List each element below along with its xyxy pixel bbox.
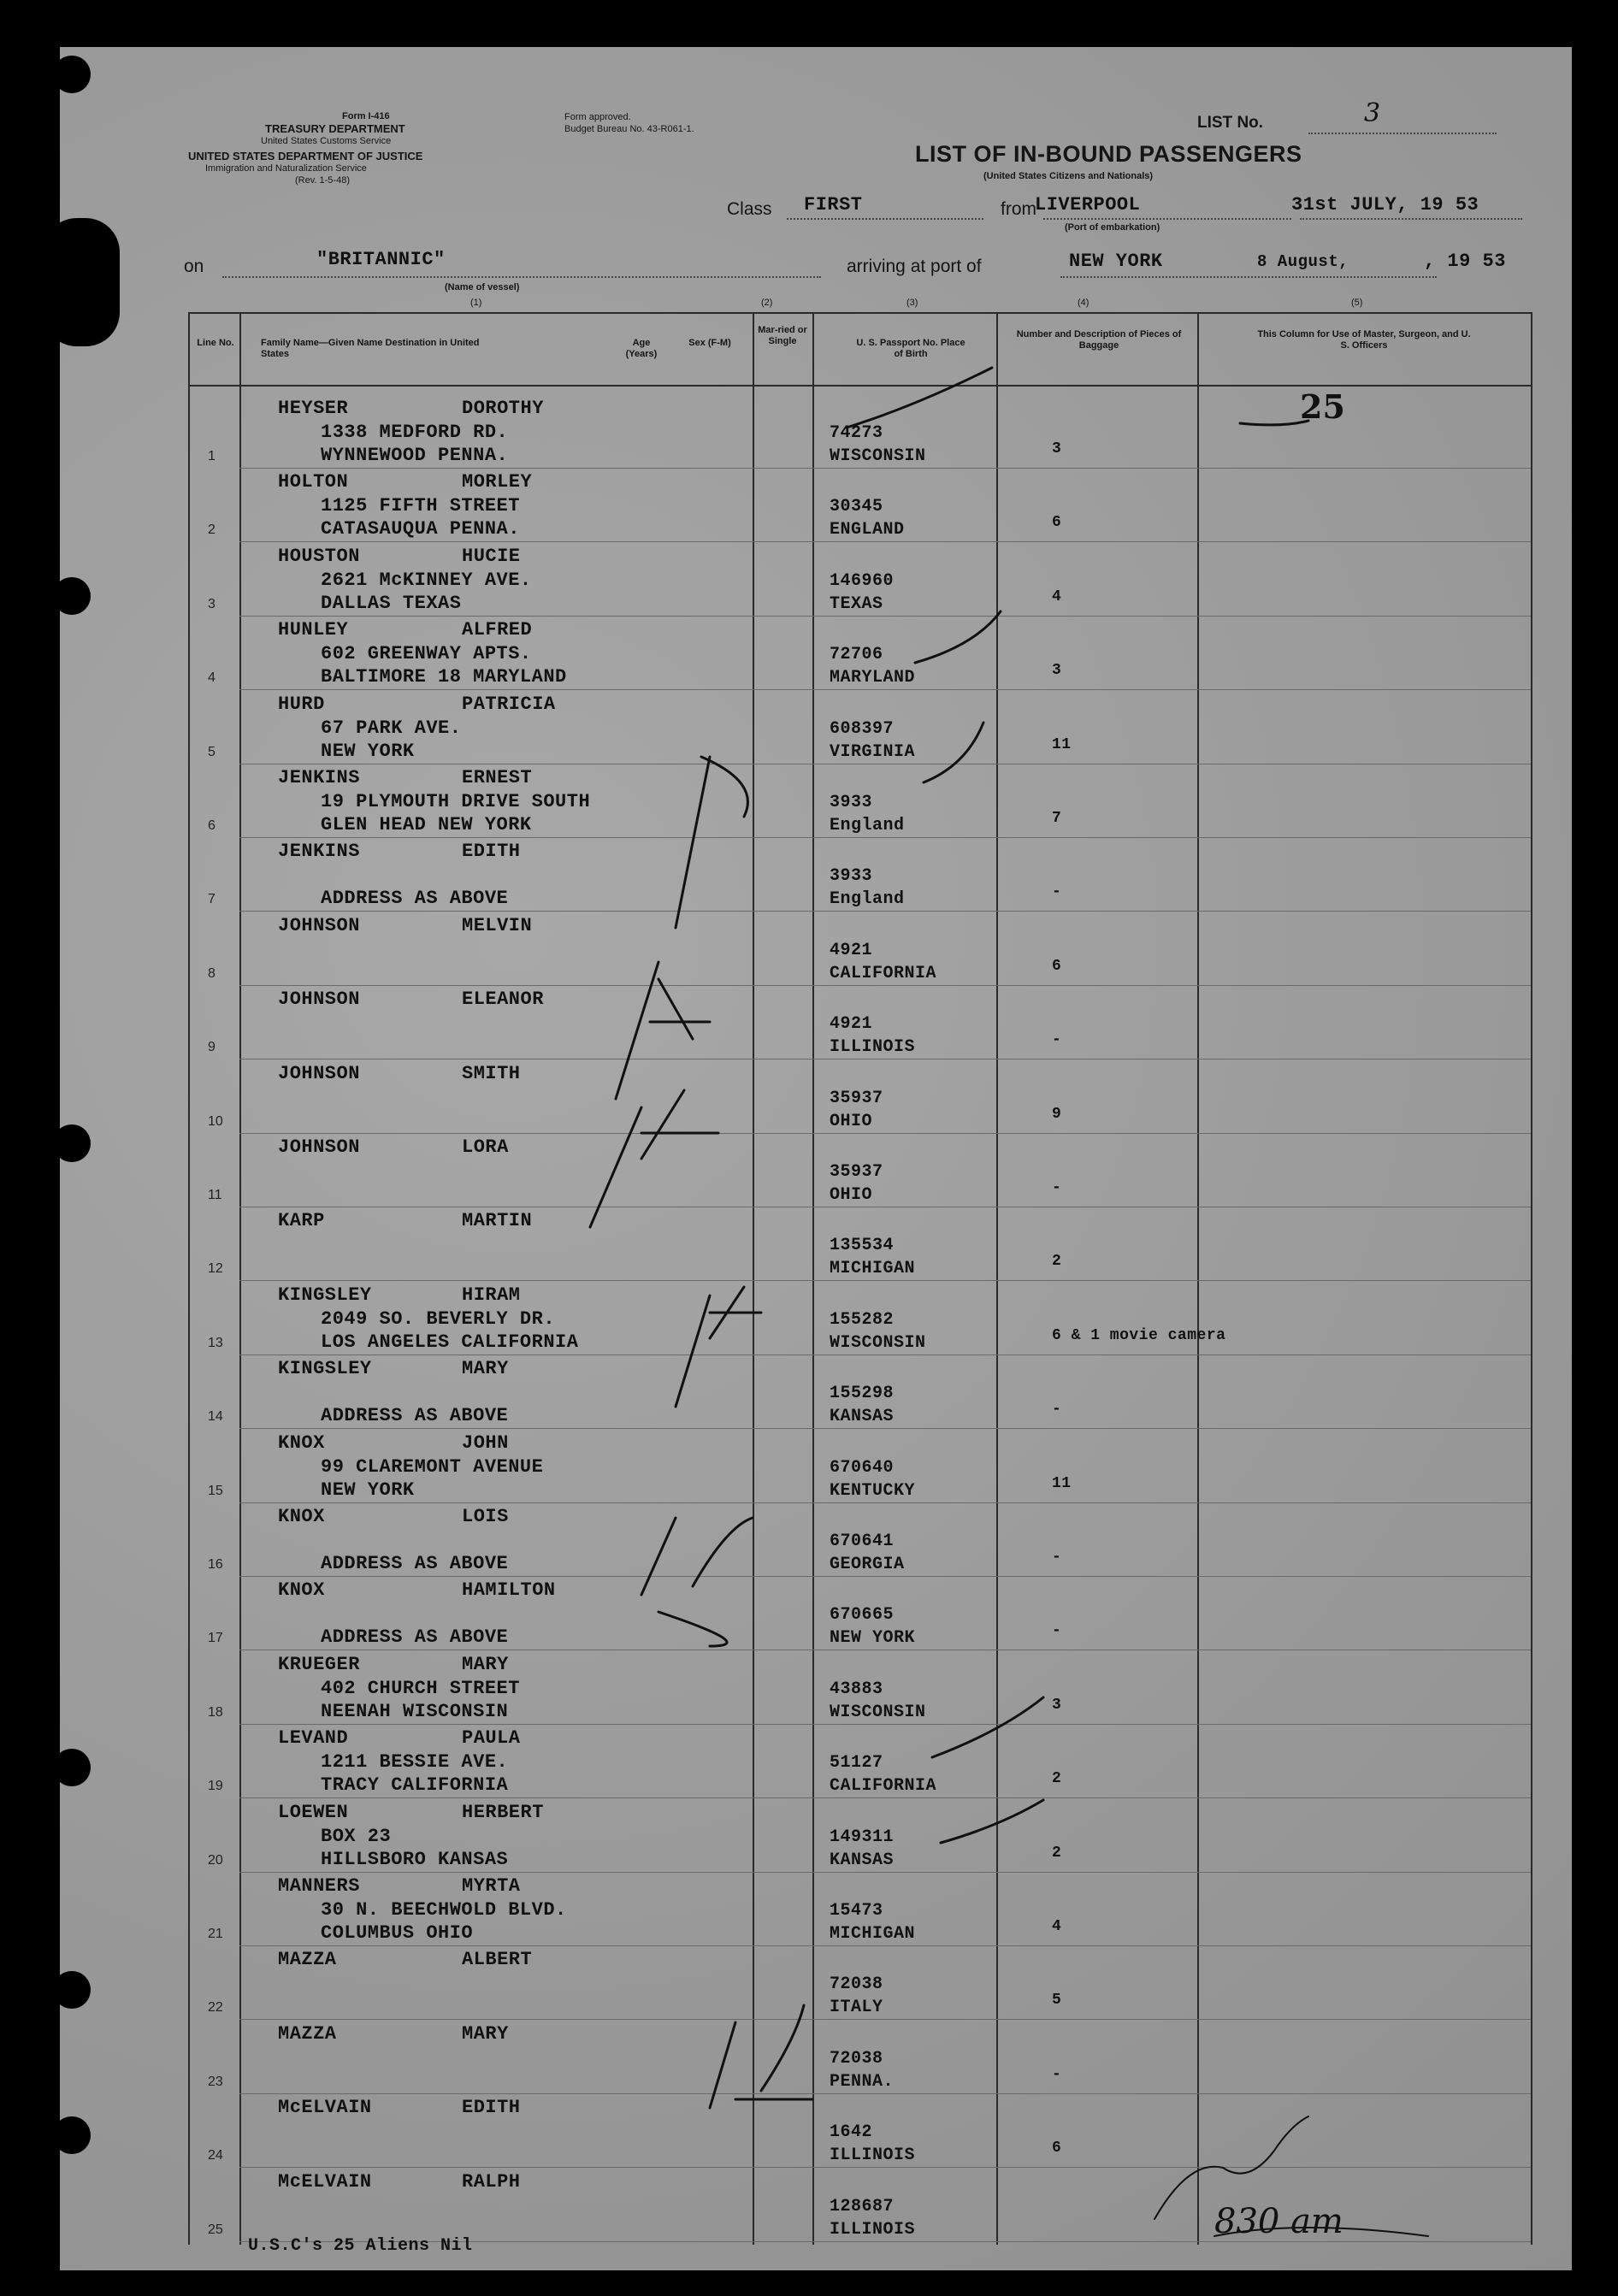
line-number: 20 <box>208 1852 223 1868</box>
line-number: 3 <box>208 596 216 611</box>
place-of-birth: WISCONSIN <box>830 1702 926 1722</box>
address-line-1: 2621 McKINNEY AVE. <box>321 569 532 591</box>
from-value: LIVERPOOL <box>1035 194 1141 215</box>
line-number: 8 <box>208 965 216 981</box>
family-name: JOHNSON <box>278 989 360 1011</box>
baggage-count: - <box>1052 1401 1062 1419</box>
place-of-birth: OHIO <box>830 1185 873 1205</box>
budget-bureau: Budget Bureau No. 43-R061-1. <box>564 124 694 134</box>
family-name: JENKINS <box>278 767 360 788</box>
address-line-2: ADDRESS AS ABOVE <box>321 1553 509 1574</box>
dept-justice-sub: Immigration and Naturalization Service <box>205 163 367 174</box>
batch-mark-17 <box>676 757 747 928</box>
address-line-1: 1125 FIFTH STREET <box>321 495 520 517</box>
baggage-count: 2 <box>1052 1253 1062 1271</box>
footer-totals: U.S.C's 25 Aliens Nil <box>248 2236 473 2256</box>
line-number: 6 <box>208 818 216 833</box>
given-name: MARY <box>462 2022 509 2045</box>
given-name: MYRTA <box>462 1875 521 1897</box>
place-of-birth: OHIO <box>830 1111 873 1131</box>
place-of-birth: NEW YORK <box>830 1628 916 1649</box>
family-name: HOLTON <box>278 471 349 493</box>
baggage-count: 2 <box>1052 1844 1062 1862</box>
line-number: 5 <box>208 744 216 759</box>
baggage-count: 6 <box>1052 514 1062 532</box>
col-header-name: Family Name—Given Name Destination in United States <box>261 338 480 359</box>
form-revision: (Rev. 1-5-48) <box>295 175 350 186</box>
baggage-count: 5 <box>1052 1992 1062 2010</box>
family-name: KNOX <box>278 1431 325 1454</box>
passport-number: 30345 <box>830 497 883 517</box>
given-name: ALFRED <box>462 619 533 641</box>
baggage-count: - <box>1052 2065 1062 2083</box>
family-name: MAZZA <box>278 2022 337 2045</box>
address-line-2: NEW YORK <box>321 1479 415 1501</box>
family-name: HOUSTON <box>278 545 360 567</box>
given-name: DOROTHY <box>462 398 544 419</box>
baggage-count: 4 <box>1052 1918 1062 1935</box>
line-number: 7 <box>208 892 216 907</box>
address-line-2: NEW YORK <box>321 740 415 762</box>
address-line-1: 402 CHURCH STREET <box>321 1677 520 1699</box>
address-line-1: 30 N. BEECHWOLD BLVD. <box>321 1899 567 1921</box>
manifest-sheet <box>60 47 1572 2270</box>
given-name: MARY <box>462 1358 509 1380</box>
address-line-2: GLEN HEAD NEW YORK <box>321 814 532 835</box>
address-line-1: 1338 MEDFORD RD. <box>321 422 509 443</box>
address-line-2: HILLSBORO KANSAS <box>321 1848 509 1870</box>
vessel-name: "BRITANNIC" <box>316 249 446 270</box>
place-of-birth: KANSAS <box>830 1407 895 1427</box>
passport-number: 135534 <box>830 1236 895 1256</box>
col-num-3: (3) <box>906 298 918 308</box>
port-note: (Port of embarkation) <box>1065 222 1160 233</box>
departure-date: 31st JULY, 19 53 <box>1291 194 1479 215</box>
family-name: KARP <box>278 1210 325 1232</box>
place-of-birth: PENNA. <box>830 2071 895 2092</box>
place-of-birth: ILLINOIS <box>830 1037 916 1058</box>
line-number: 15 <box>208 1483 223 1498</box>
passport-number: 155298 <box>830 1384 895 1404</box>
family-name: KINGSLEY <box>278 1358 372 1380</box>
address-line-1: BOX 23 <box>321 1825 392 1847</box>
address-line-1: 19 PLYMOUTH DRIVE SOUTH <box>321 791 591 812</box>
given-name: ALBERT <box>462 1949 533 1971</box>
batch-mark-18 <box>676 1287 761 1407</box>
given-name: MARTIN <box>462 1210 533 1232</box>
family-name: KNOX <box>278 1506 325 1527</box>
passport-number: 155282 <box>830 1309 895 1330</box>
check-mark <box>915 611 1001 663</box>
passport-number: 670641 <box>830 1532 895 1551</box>
passport-number: 670665 <box>830 1605 895 1626</box>
arrival-port: NEW YORK <box>1069 251 1163 272</box>
address-line-1: 602 GREENWAY APTS. <box>321 643 532 665</box>
baggage-count: - <box>1052 1031 1062 1049</box>
address-line-1: 67 PARK AVE. <box>321 717 462 739</box>
baggage-count: 9 <box>1052 1105 1062 1123</box>
dept-justice: UNITED STATES DEPARTMENT OF JUSTICE <box>188 150 423 162</box>
given-name: MELVIN <box>462 914 533 936</box>
line-number: 2 <box>208 522 216 538</box>
place-of-birth: ILLINOIS <box>830 2145 916 2166</box>
dept-treasury: TREASURY DEPARTMENT <box>265 122 405 135</box>
passport-number: 15473 <box>830 1901 883 1921</box>
line-number: 1 <box>208 449 216 463</box>
address-line-2: WYNNEWOOD PENNA. <box>321 445 509 466</box>
address-line-1: 2049 SO. BEVERLY DR. <box>321 1307 556 1330</box>
check-mark <box>924 723 983 782</box>
baggage-count: 3 <box>1052 440 1062 457</box>
place-of-birth: MICHIGAN <box>830 1259 916 1279</box>
place-of-birth: KANSAS <box>830 1850 895 1870</box>
line-number: 10 <box>208 1113 223 1129</box>
batch-mark-18 <box>616 962 710 1099</box>
col-header-passport: U. S. Passport No. Place of Birth <box>856 338 965 359</box>
place-of-birth: ITALY <box>830 1998 883 2018</box>
given-name: LORA <box>462 1136 509 1158</box>
address-line-2: NEENAH WISCONSIN <box>321 1700 509 1722</box>
address-line-2: ADDRESS AS ABOVE <box>321 1626 509 1649</box>
batch-mark-18 <box>590 1090 718 1227</box>
given-name: HAMILTON <box>462 1579 556 1602</box>
address-line-2: CATASAUQUA PENNA. <box>321 518 520 540</box>
line-number: 23 <box>208 2074 223 2089</box>
page-title: LIST OF IN-BOUND PASSENGERS <box>915 141 1302 167</box>
on-label: on <box>184 257 204 276</box>
baggage-count: 6 & 1 movie camera <box>1052 1326 1226 1344</box>
place-of-birth: MARYLAND <box>830 668 916 688</box>
signature-underline <box>1214 2228 1428 2236</box>
line-number: 9 <box>208 1040 216 1055</box>
given-name: SMITH <box>462 1062 521 1084</box>
family-name: HEYSER <box>278 398 349 419</box>
check-mark <box>941 1800 1043 1843</box>
passport-number: 4921 <box>830 940 873 960</box>
col-header-baggage: Number and Description of Pieces of Baggage <box>1016 329 1182 351</box>
address-line-2: DALLAS TEXAS <box>321 592 462 614</box>
line-number: 18 <box>208 1704 223 1720</box>
passport-number: 72038 <box>830 1974 883 1995</box>
officer-signature <box>1154 2116 1308 2219</box>
given-name: ERNEST <box>462 767 533 788</box>
address-line-2: TRACY CALIFORNIA <box>321 1774 509 1797</box>
line-number: 21 <box>208 1927 223 1941</box>
col-header-sex: Sex (F-M) <box>688 338 731 348</box>
list-label: LIST No. <box>1197 114 1264 132</box>
passport-number: 128687 <box>830 2196 895 2216</box>
family-name: McELVAIN <box>278 2170 372 2193</box>
col-num-4: (4) <box>1078 298 1089 308</box>
family-name: JOHNSON <box>278 1136 360 1158</box>
passport-number: 74273 <box>830 423 883 443</box>
place-of-birth: KENTUCKY <box>830 1480 916 1501</box>
passport-number: 3933 <box>830 793 873 812</box>
baggage-count: 11 <box>1052 1474 1072 1492</box>
arriving-label: arriving at port of <box>847 257 982 276</box>
place-of-birth: GEORGIA <box>830 1555 905 1574</box>
place-of-birth: WISCONSIN <box>830 1332 926 1353</box>
given-name: LOIS <box>462 1506 509 1527</box>
dept-treasury-sub: United States Customs Service <box>261 136 392 146</box>
address-line-2: ADDRESS AS ABOVE <box>321 1405 509 1427</box>
family-name: MANNERS <box>278 1875 360 1897</box>
line-number: 17 <box>208 1631 223 1646</box>
line-number: 12 <box>208 1261 223 1277</box>
address-line-1: 99 CLAREMONT AVENUE <box>321 1455 544 1478</box>
given-name: PAULA <box>462 1727 521 1750</box>
passport-number: 43883 <box>830 1679 883 1699</box>
passport-number: 51127 <box>830 1753 883 1774</box>
given-name: MARY <box>462 1653 509 1675</box>
arrival-year: , 19 53 <box>1424 251 1506 272</box>
address-line-1: 1211 BESSIE AVE. <box>321 1751 509 1774</box>
baggage-count: - <box>1052 1549 1062 1566</box>
col-header-line-no: Line No. <box>197 338 234 348</box>
place-of-birth: England <box>830 816 905 835</box>
check-mark <box>932 1697 1043 1757</box>
given-name: ELEANOR <box>462 989 544 1011</box>
passport-number: 149311 <box>830 1827 895 1847</box>
family-name: JENKINS <box>278 841 360 863</box>
baggage-count: 3 <box>1052 662 1062 680</box>
col-num-2: (2) <box>761 298 773 308</box>
col-header-age: Age (Years) <box>625 338 658 359</box>
family-name: KNOX <box>278 1579 325 1602</box>
baggage-count: 6 <box>1052 2140 1062 2157</box>
line-number: 4 <box>208 670 216 686</box>
place-of-birth: England <box>830 889 905 910</box>
family-name: KINGSLEY <box>278 1284 372 1306</box>
address-line-2: BALTIMORE 18 MARYLAND <box>321 666 567 688</box>
family-name: JOHNSON <box>278 1062 360 1084</box>
from-label: from <box>1001 199 1036 219</box>
baggage-count: - <box>1052 1179 1062 1196</box>
passport-number: 35937 <box>830 1088 883 1108</box>
baggage-count: - <box>1052 1622 1062 1640</box>
given-name: HIRAM <box>462 1284 521 1306</box>
passport-number: 146960 <box>830 570 895 591</box>
baggage-count: 4 <box>1052 587 1062 605</box>
passport-number: 3933 <box>830 866 873 887</box>
passport-number: 1642 <box>830 2122 873 2143</box>
officer-count: 25 <box>1300 387 1345 426</box>
given-name: RALPH <box>462 2170 521 2193</box>
form-approved: Form approved. <box>564 112 631 122</box>
baggage-count: 2 <box>1052 1770 1062 1788</box>
family-name: HURD <box>278 693 325 715</box>
line-number: 25 <box>208 2222 223 2237</box>
col-num-5: (5) <box>1351 298 1363 308</box>
place-of-birth: ILLINOIS <box>830 2219 916 2240</box>
baggage-count: 6 <box>1052 957 1062 975</box>
class-label: Class <box>727 199 772 219</box>
form-number: Form I-416 <box>342 111 390 121</box>
place-of-birth: ENGLAND <box>830 520 905 540</box>
handwritten-marks <box>60 47 1572 2270</box>
line-number: 11 <box>208 1188 222 1202</box>
col-header-married: Mar-ried or Single <box>758 325 807 346</box>
given-name: MORLEY <box>462 471 533 493</box>
place-of-birth: VIRGINIA <box>830 741 916 762</box>
family-name: JOHNSON <box>278 914 360 936</box>
line-number: 14 <box>208 1409 223 1425</box>
passport-number: 608397 <box>830 718 895 739</box>
place-of-birth: CALIFORNIA <box>830 1776 937 1797</box>
place-of-birth: MICHIGAN <box>830 1924 916 1944</box>
family-name: KRUEGER <box>278 1653 360 1675</box>
given-name: PATRICIA <box>462 693 556 715</box>
vessel-note: (Name of vessel) <box>445 282 520 292</box>
batch-mark-19 <box>641 1518 753 1646</box>
list-number: 3 <box>1364 98 1381 128</box>
address-line-2: COLUMBUS OHIO <box>321 1922 474 1944</box>
officer-dash-mark <box>1240 421 1308 425</box>
family-name: HUNLEY <box>278 619 349 641</box>
family-name: LOEWEN <box>278 1801 349 1823</box>
place-of-birth: CALIFORNIA <box>830 963 937 983</box>
family-name: McELVAIN <box>278 2097 372 2119</box>
line-number: 22 <box>208 2000 223 2016</box>
given-name: HERBERT <box>462 1801 544 1823</box>
baggage-count: 11 <box>1052 735 1072 753</box>
family-name: MAZZA <box>278 1949 337 1971</box>
place-of-birth: WISCONSIN <box>830 446 926 466</box>
passport-number: 670640 <box>830 1457 895 1478</box>
check-mark <box>847 368 992 428</box>
given-name: EDITH <box>462 2097 521 2119</box>
passport-number: 4921 <box>830 1014 873 1035</box>
given-name: EDITH <box>462 841 521 863</box>
baggage-count: 3 <box>1052 1696 1062 1714</box>
arrival-date: 8 August, <box>1257 252 1349 271</box>
line-number: 13 <box>208 1335 223 1350</box>
time-annotation: 830 am <box>1214 2202 1343 2241</box>
family-name: LEVAND <box>278 1727 349 1750</box>
col-num-1: (1) <box>470 298 482 308</box>
passport-number: 72706 <box>830 645 883 665</box>
line-number: 16 <box>208 1557 223 1572</box>
address-line-2: ADDRESS AS ABOVE <box>321 888 509 910</box>
baggage-count: 7 <box>1052 810 1062 827</box>
address-line-2: LOS ANGELES CALIFORNIA <box>321 1331 579 1353</box>
given-name: HUCIE <box>462 545 521 567</box>
line-number: 19 <box>208 1779 223 1794</box>
col-header-officers: This Column for Use of Master, Surgeon, and U. S. Officers <box>1257 329 1471 351</box>
page-subtitle: (United States Citizens and Nationals) <box>983 171 1154 181</box>
place-of-birth: TEXAS <box>830 593 883 614</box>
line-number: 24 <box>208 2148 223 2163</box>
class-value: FIRST <box>804 194 863 215</box>
baggage-count: - <box>1052 883 1062 901</box>
batch-mark-16 <box>710 2005 812 2108</box>
passport-number: 72038 <box>830 2048 883 2069</box>
passport-number: 35937 <box>830 1162 883 1182</box>
given-name: JOHN <box>462 1431 509 1454</box>
